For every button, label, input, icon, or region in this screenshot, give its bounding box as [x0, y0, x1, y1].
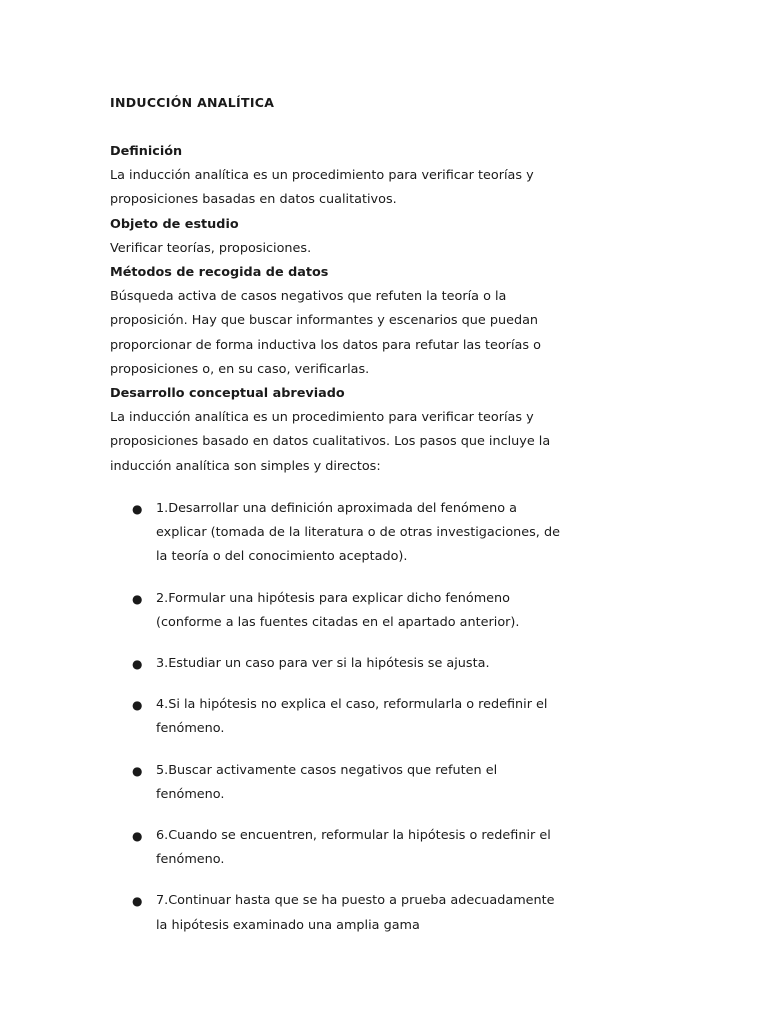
bullet-icon: ●: [132, 894, 143, 909]
document-content: [110, 140, 560, 479]
bullet-icon: ●: [132, 502, 143, 516]
step-text: 1.Desarrollar una definición aproximada del fenómeno a explicar (tomada de la literatura o de otras investigaciones, de la teoría o del conocimiento aceptado).: [156, 501, 560, 565]
list-item: [110, 693, 560, 741]
heading-metodos-recogida: Métodos de recogida de datos: [110, 265, 329, 281]
heading-objeto-estudio: Objeto de estudio: [110, 216, 239, 232]
list-item: [110, 889, 560, 937]
step-text: 7.Continuar hasta que se ha puesto a prueba adecuadamente la hipótesis examinado una amplia gama: [156, 893, 555, 933]
list-item: [110, 759, 560, 807]
step-text: 2.Formular una hipótesis para explicar dicho fenómeno (conforme a las fuentes citadas en el apartado anterior).: [156, 590, 520, 630]
step-text: 3.Estudiar un caso para ver si la hipótesis se ajusta.: [156, 656, 490, 672]
list-item: [110, 587, 560, 635]
paragraph-definicion: La inducción analítica es un procedimiento para verificar teorías y proposiciones basadas en datos cualitativos.: [110, 168, 534, 208]
paragraph-objeto-estudio: Verificar teorías, proposiciones.: [110, 240, 312, 256]
heading-desarrollo-conceptual: Desarrollo conceptual abreviado: [110, 386, 345, 402]
step-text: 5.Buscar activamente casos negativos que refuten el fenómeno.: [156, 762, 498, 802]
steps-list: [110, 497, 560, 955]
heading-definicion: Definición: [110, 144, 183, 159]
list-item: [110, 652, 560, 676]
bullet-icon: ●: [132, 591, 143, 606]
bullet-icon: ●: [132, 829, 143, 844]
step-text: 6.Cuando se encuentren, reformular la hipótesis o redefinir el fenómeno.: [156, 828, 551, 868]
bullet-icon: ●: [132, 763, 143, 778]
paragraph-metodos-recogida: Búsqueda activa de casos negativos que refuten la teoría o la proposición. Hay que buscar informantes y escenarios que puedan proporcionar de forma inductiva los datos para refutar las teorías o proposiciones o, en su caso, verificarlas.: [110, 289, 541, 377]
document-title: INDUCCIÓN ANALÍTICA: [110, 95, 275, 110]
list-item: [110, 824, 560, 872]
bullet-icon: ●: [132, 698, 143, 713]
bullet-icon: ●: [132, 657, 143, 672]
paragraph-desarrollo-conceptual: La inducción analítica es un procedimiento para verificar teorías y proposiciones basado en datos cualitativos. Los pasos que incluye la inducción analítica son simples y directos:: [110, 410, 551, 474]
list-item: [110, 497, 560, 570]
step-text: 4.Si la hipótesis no explica el caso, reformularla o redefinir el fenómeno.: [156, 697, 548, 737]
